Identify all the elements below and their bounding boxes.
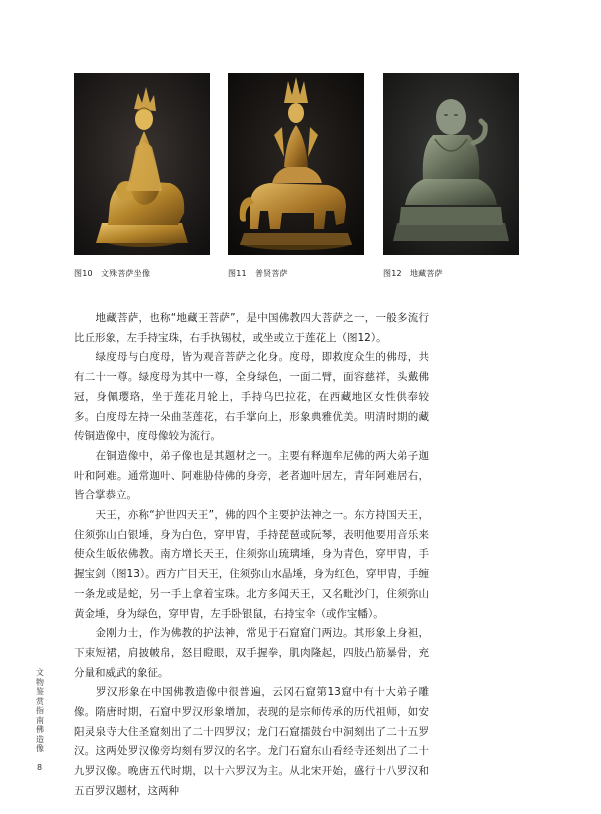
manjushri-statue-image	[74, 73, 210, 255]
figure-10-photo	[74, 73, 210, 255]
samantabhadra-statue-image	[228, 73, 364, 255]
ksitigarbha-statue-image	[383, 73, 519, 255]
figure-12-photo	[383, 73, 519, 255]
paragraph-tara: 绿度母与白度母，皆为观音菩萨之化身。度母，即救度众生的佛母，共有二十一尊。绿度母为其中一尊，全身绿色，一面二臂，面容慈祥，头戴佛冠，身佩璎珞，坐于莲花月轮上，手持乌巴拉花，在西藏地区女性供奉较多。白度母左持一朵曲茎莲花，右手掌向上，形象典雅优美。明清时期的藏传铜造像中，度母像较为流行。	[74, 351, 429, 443]
body-text	[74, 309, 429, 802]
paragraph-ksitigarbha: 地藏菩萨，也称“地藏王菩萨”，是中国佛教四大菩萨之一，一般多流行比丘形象，左手持宝珠，右手执锡杖，或坐或立于莲花上（图12）。	[74, 312, 429, 344]
figure-10-caption: 图10 文殊菩萨坐像	[74, 269, 151, 278]
figure-12-caption: 图12 地藏菩萨	[383, 269, 443, 278]
figure-11-caption: 图11 普贤菩萨	[228, 269, 288, 278]
paragraph-disciples: 在铜造像中，弟子像也是其题材之一。主要有释迦牟尼佛的两大弟子迦叶和阿难。通常迦叶、阿难胁侍佛的身旁，老者迦叶居左，青年阿难居右，皆合掌恭立。	[74, 449, 429, 502]
page-number: 8	[37, 763, 43, 772]
side-running-title: 文物鉴赏指南 佛造像	[36, 668, 44, 753]
paragraph-arhats: 罗汉形象在中国佛教造像中很普遍，云冈石窟第13窟中有十大弟子雕像。隋唐时期，石窟中罗汉形象增加，表现的是宗师传承的历代祖师，如安阳灵泉寺大住圣窟刻出了二十四罗汉；龙门石窟擂鼓台中洞刻出了二十五罗汉。这两处罗汉像旁均刻有罗汉的名字。龙门石窟东山看经寺还刻出了二十九罗汉像。晚唐五代时期，以十六罗汉为主。从北宋开始，盛行十八罗汉和五百罗汉题材，这两种	[74, 686, 429, 797]
paragraph-heavenly-kings: 天王，亦称“护世四天王”，佛的四个主要护法神之一。东方持国天王，住须弥山白银埵，身为白色，穿甲胄，手持琵琶或阮琴，表明他要用音乐来使众生皈依佛教。南方增长天王，住须弥山琉璃埵，身为青色，穿甲胄，手握宝剑（图13）。西方广目天王，住须弥山水晶埵，身为红色，穿甲胄，手缠一条龙或是蛇，另一手上拿着宝珠。北方多闻天王，又名毗沙门，住须弥山黄金埵，身为绿色，穿甲胄，左手卧银鼠，右持宝伞（或作宝幡）。	[74, 509, 429, 620]
figure-11-photo	[228, 73, 364, 255]
paragraph-vajra-guardians: 金刚力士，作为佛教的护法神，常见于石窟窟门两边。其形象上身袒，下束短裙，肩披帔帛，怒目瞪眼，双手握拳，肌肉隆起，四肢凸筋暴骨，充分量和威武的象征。	[74, 627, 429, 679]
